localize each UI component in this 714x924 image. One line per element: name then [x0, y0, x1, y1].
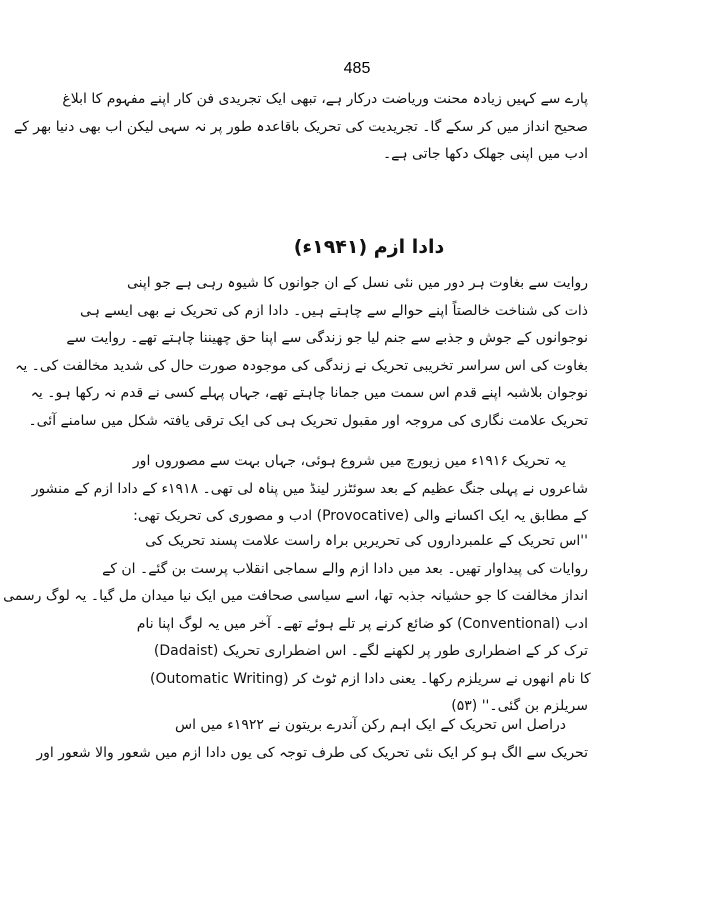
page-number: 485	[343, 60, 371, 77]
section-heading: دادا ازم (۱۹۴۱ء)	[293, 236, 445, 258]
text-line: تحریک علامت نگاری کی مروجہ اور مقبول تحریک ہی کی ایک ترقی یافتہ شکل میں سامنے آئی۔	[28, 412, 588, 429]
quotation-block	[3, 528, 591, 721]
text-line: روایات کی پیداوار تھیں۔ بعد میں دادا ازم والے سماجی انقلاب پرست بن گئے۔ ان کے	[102, 560, 588, 577]
text-line: شاعروں نے پہلی جنگ عظیم کے بعد سوئٹزر لینڈ میں پناہ لی تھی۔ ۱۹۱۸ء کے دادا ازم کے منشور	[31, 480, 588, 497]
text-line: سریلزم بن گئی۔'' (۵۳)	[451, 698, 588, 714]
text-line: صحیح انداز میں کر سکے گا۔ تجریدیت کی تحریک باقاعدہ طور پر نہ سہی لیکن اب بھی دنیا بھر کے	[13, 118, 588, 135]
paragraph-2	[31, 448, 588, 531]
paragraph-3	[36, 712, 588, 767]
text-line: (Dadaist) ترک کر کے اضطراری طور پر لکھنے لگے۔ اس اضطراری تحریک	[153, 643, 588, 659]
text-line: ذات کی شناخت خالصتاً اپنے حوالے سے چاہتے ہیں۔ دادا ازم کی تحریک نے بھی ایسے ہی	[80, 302, 588, 319]
text-line: نوجوانوں کے جوش و جذبے سے جنم لیا جو زندگی سے اپنا حق چھیننا چاہتے تھے۔ روایت سے	[66, 330, 588, 346]
text-line: تحریک سے الگ ہو کر ایک نئی تحریک کی طرف توجہ کی یوں دادا ازم میں شعور والا شعور اور	[36, 744, 588, 761]
text-line: یہ تحریک ۱۹۱۶ء میں زیورچ میں شروع ہوئی، جہاں بہت سے مصوروں اور	[132, 453, 566, 469]
text-line: ادب (Conventional) کو ضائع کرنے پر تلے ہوئے تھے۔ آخر میں یہ لوگ اپنا نام	[136, 615, 588, 632]
intro-paragraph	[13, 86, 588, 169]
text-line: روایت سے بغاوت ہر دور میں نئی نسل کے ان جوانوں کا شیوہ رہی ہے جو اپنی	[126, 275, 588, 291]
text-line: ''اس تحریک کے علمبرداروں کی تحریریں براہ راست علامت پسند تحریک کی	[145, 533, 588, 549]
text-line: دراصل اس تحریک کے ایک اہم رکن آندرے بریتون نے ۱۹۲۲ء میں اس	[175, 717, 566, 733]
text-line: (Outomatic Writing) کا نام انھوں نے سریلزم رکھا۔ یعنی دادا ازم ٹوٹ کر	[150, 670, 591, 687]
paragraph-1	[15, 270, 588, 435]
text-line: پارے سے کہیں زیادہ محنت وریاضت درکار ہے، تبھی ایک تجریدی فن کار اپنے مفہوم کا ابلاغ	[62, 91, 588, 107]
text-line: انداز مخالفت کا جو حشیانہ جذبہ تھا، اسے سیاسی صحافت میں ایک نیا میدان مل گیا۔ یہ لوگ رسمی	[3, 588, 588, 604]
text-line: بغاوت کی اس سراسر تخریبی تحریک نے زندگی کی موجودہ صورت حال کی شدید مخالفت کی۔ یہ	[15, 357, 588, 374]
text-line: کے مطابق یہ ایک اکسانے والی (Provocative) ادب و مصوری کی تحریک تھی:	[133, 508, 588, 524]
text-line: نوجوان بلاشبہ اپنے قدم اس سمت میں جمانا چاہتے تھے، جہاں پہلے کسی نے قدم نہ رکھا ہو۔ یہ	[30, 385, 588, 401]
text-line: ادب میں اپنی جھلک دکھا جاتی ہے۔	[382, 146, 588, 162]
